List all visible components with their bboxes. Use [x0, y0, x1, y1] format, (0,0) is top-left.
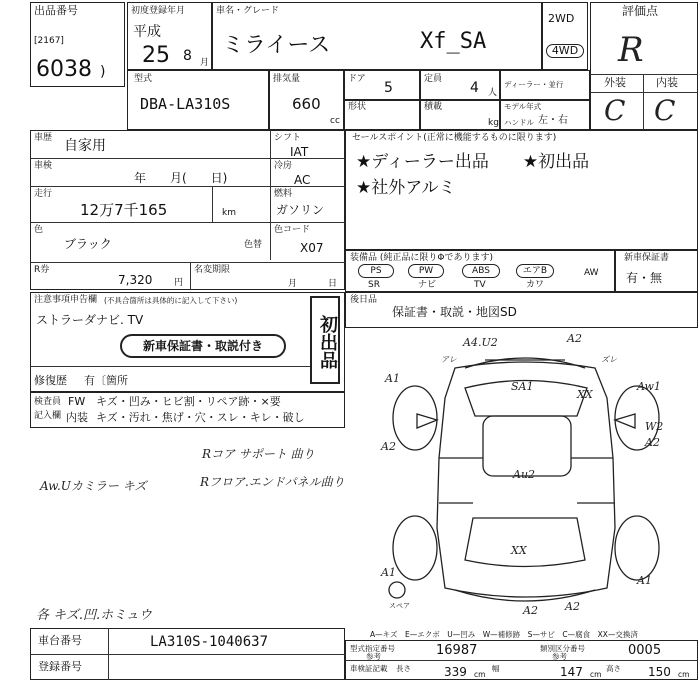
car-damage-diagram [345, 328, 698, 628]
name-change-day: 日 [328, 279, 338, 289]
load-label: 積載 [424, 102, 443, 112]
recycle-unit: 円 [174, 278, 184, 288]
ac-label: 冷房 [274, 161, 293, 171]
ac-line [270, 186, 345, 187]
history-value: 自家用 [64, 138, 106, 154]
recycle-label: R券 [34, 265, 50, 275]
width-unit: cm [590, 670, 602, 679]
inspection-value: 年 月( 日) [134, 171, 228, 185]
mark-left-rear: A1 [381, 566, 396, 579]
type-cert-line [345, 660, 698, 661]
doors-value: 5 [384, 80, 393, 96]
mark-roof: Au2 [513, 468, 536, 481]
mark-rear-bumper-right: A2 [565, 600, 580, 613]
equip-sr: SR [368, 280, 380, 290]
mark-rear-window: XX [511, 544, 527, 557]
recycle-split [190, 262, 191, 290]
inspector-label-1: 検査員 [34, 397, 62, 407]
shift-value: IAT [290, 145, 309, 159]
height-value: 150 [648, 665, 671, 679]
equip-pw: PW [408, 264, 444, 278]
month-unit: 月 [200, 58, 210, 68]
registration-month: 8 [183, 48, 192, 64]
registration-label: 登録番号 [38, 660, 82, 673]
car-name: ミライース [222, 33, 331, 58]
load-unit: kg [488, 118, 499, 128]
color-value: ブラック [64, 237, 112, 251]
equip-leather: カワ [526, 280, 545, 290]
displacement-unit: cc [330, 116, 340, 126]
model-label: 型式 [134, 74, 153, 84]
type-cert-label: 型式指定番号 [350, 644, 395, 653]
equip-airbag: エアB [516, 264, 554, 278]
damage-legend: A—キズ E—エクボ U—凹み W—補修跡 S—サビ C—腐食 XX—交換済 [370, 630, 638, 639]
notes-line-1: ストラーダナビ. TV [36, 313, 144, 327]
fw-label: FW [68, 395, 86, 408]
handwritten-note-3: Aw.Uカミラー キズ [40, 479, 147, 493]
type-cert-value: 16987 [436, 643, 478, 658]
length-unit: cm [474, 670, 486, 679]
mileage-value: 12万7千165 [80, 201, 168, 219]
fuel-label: 燃料 [274, 189, 293, 199]
registration-era: 平成 [133, 24, 161, 40]
docs-label: 後日品 [350, 295, 378, 305]
eval-divider [590, 74, 698, 75]
name-change-label: 名変期限 [194, 265, 231, 275]
history-line-4 [30, 262, 345, 263]
mark-right-mirror: Aw1 [637, 380, 661, 393]
history-right-split [270, 130, 271, 260]
type-cert-ref: 参考 [366, 652, 381, 661]
mileage-split [212, 186, 213, 222]
equipment-label: 装備品 (純正品に限りΦであります) [350, 253, 493, 263]
history-line-3 [30, 222, 345, 223]
history-line-1 [30, 158, 270, 159]
color-code-value: X07 [300, 241, 324, 255]
color-label: 色 [34, 225, 44, 235]
interior-check-items: キズ・汚れ・焦げ・穴・スレ・キレ・破し [96, 411, 305, 424]
color-change-label: 色替 [244, 240, 263, 250]
mark-right-wheel: W2 [645, 420, 664, 433]
exterior-grade: C [604, 94, 626, 127]
drive-4wd: 4WD [546, 44, 584, 58]
recycle-value: 7,320 [118, 273, 153, 287]
chassis-label: 車台番号 [38, 634, 82, 647]
shift-line [270, 158, 345, 159]
handwritten-note-1: Rコア サポート 曲り [202, 447, 315, 461]
mark-front-right: A2 [567, 332, 582, 345]
capacity-label: 定員 [424, 74, 443, 84]
capacity-unit: 人 [488, 88, 498, 98]
evaluation-score: R [618, 30, 644, 70]
length-value: 339 [444, 665, 467, 679]
equip-ps: PS [358, 264, 394, 278]
ac-value: AC [294, 173, 311, 187]
car-grade: Xf_SA [420, 29, 487, 54]
spare-label: スペア [389, 602, 410, 610]
warranty-stamp: 新車保証書・取説付き [120, 334, 286, 358]
mark-hood: SA1 [511, 380, 534, 393]
mark-front-left-note: アレ [441, 355, 457, 364]
mileage-unit: km [222, 208, 236, 218]
docs-value: 保証書・取説・地図SD [392, 305, 517, 319]
warranty-label: 新車保証書 [624, 253, 670, 263]
history-line-2 [30, 186, 270, 187]
lot-number-label: 出品番号 [34, 4, 78, 17]
shape-label: 形状 [348, 102, 367, 112]
equip-navi: ナビ [418, 280, 437, 290]
equip-aw: AW [584, 268, 599, 278]
mark-right-door: A2 [645, 436, 660, 449]
interior-grade: C [654, 94, 676, 127]
length-label: 長さ [396, 664, 411, 673]
interior-check-label: 内装 [66, 411, 88, 424]
handwritten-note-4: 各 キズ.凹.ホミュウ [36, 608, 152, 623]
height-label: 高さ [606, 664, 621, 673]
mark-front-right-note: ズレ [601, 355, 617, 364]
doors-label: ドア [348, 74, 366, 84]
name-change-month: 月 [288, 279, 298, 289]
class-value: 0005 [628, 643, 662, 658]
sales-points-label: セールスポイント(正常に機能するものに限ります) [352, 133, 557, 143]
inspection-label: 車検 [34, 161, 53, 171]
equip-abs: ABS [462, 264, 500, 278]
fw-items: キズ・凹み・ヒビ割・リペア跡・×要 [96, 395, 281, 408]
handwritten-note-2: Rフロア.エンドパネル曲り [200, 475, 345, 489]
notes-label: 注意事項申告欄 [34, 295, 98, 305]
eval-split [643, 74, 644, 130]
first-listing-stamp: 初出品 [310, 296, 340, 384]
drive-2wd: 2WD [548, 12, 575, 25]
mileage-label: 走行 [34, 189, 53, 199]
mark-front-bumper: A4.U2 [463, 336, 498, 349]
mark-right-rear: A1 [637, 574, 652, 587]
class-label: 類別区分番号 [540, 644, 585, 653]
sales-point-2: ★社外アルミ [356, 178, 456, 198]
evaluation-label: 評価点 [622, 4, 659, 18]
exterior-label: 外装 [604, 76, 626, 89]
eval-divider-2 [590, 92, 698, 93]
lot-number: 6038 [36, 57, 92, 82]
repair-line [30, 366, 310, 367]
capacity-value: 4 [470, 80, 479, 96]
car-name-label: 車名・グレード [216, 6, 280, 16]
height-unit: cm [678, 670, 690, 679]
color-code-label: 色コード [274, 225, 311, 235]
dims-label: 車検証記載 [350, 664, 388, 673]
lot-number-suffix: ) [100, 64, 106, 80]
repair-value: 有〔箇所 [84, 374, 128, 387]
footer-line [30, 654, 345, 655]
footer-split [108, 628, 109, 680]
width-label: 幅 [492, 664, 500, 673]
registration-year: 25 [142, 43, 170, 68]
sales-point-1: ★ディーラー出品 ★初出品 [356, 152, 590, 172]
mark-right-fender: XX [577, 388, 593, 401]
class-ref: 参考 [552, 652, 567, 661]
mark-left-door: A2 [381, 440, 396, 453]
mark-rear-bumper-left: A2 [523, 604, 538, 617]
notes-label-sub: (不具合箇所は具体的に記入して下さい) [104, 296, 238, 305]
import-label: ディーラー・並行 [504, 80, 564, 89]
displacement-value: 660 [292, 95, 321, 113]
mark-left-fender: A1 [385, 372, 400, 385]
first-registration-label: 初度登録年月 [131, 6, 186, 16]
warranty-value: 有・無 [626, 271, 663, 285]
displacement-label: 排気量 [273, 74, 301, 84]
handle-value: 左・右 [538, 115, 568, 126]
lot-code: [2167] [34, 36, 64, 46]
width-value: 147 [560, 665, 583, 679]
history-label: 車歴 [34, 133, 53, 143]
model-value: DBA-LA310S [140, 95, 231, 113]
handle-label: ハンドル [504, 118, 534, 127]
model-year-label: モデル年式 [504, 102, 542, 111]
equip-tv: TV [474, 280, 486, 290]
fuel-value: ガソリン [276, 203, 325, 217]
inspector-label-2: 記入欄 [34, 411, 62, 421]
shift-label: シフト [274, 133, 302, 143]
interior-label: 内装 [656, 76, 678, 89]
chassis-value: LA310S-1040637 [150, 634, 269, 650]
repair-label: 修復歴 [34, 374, 67, 387]
